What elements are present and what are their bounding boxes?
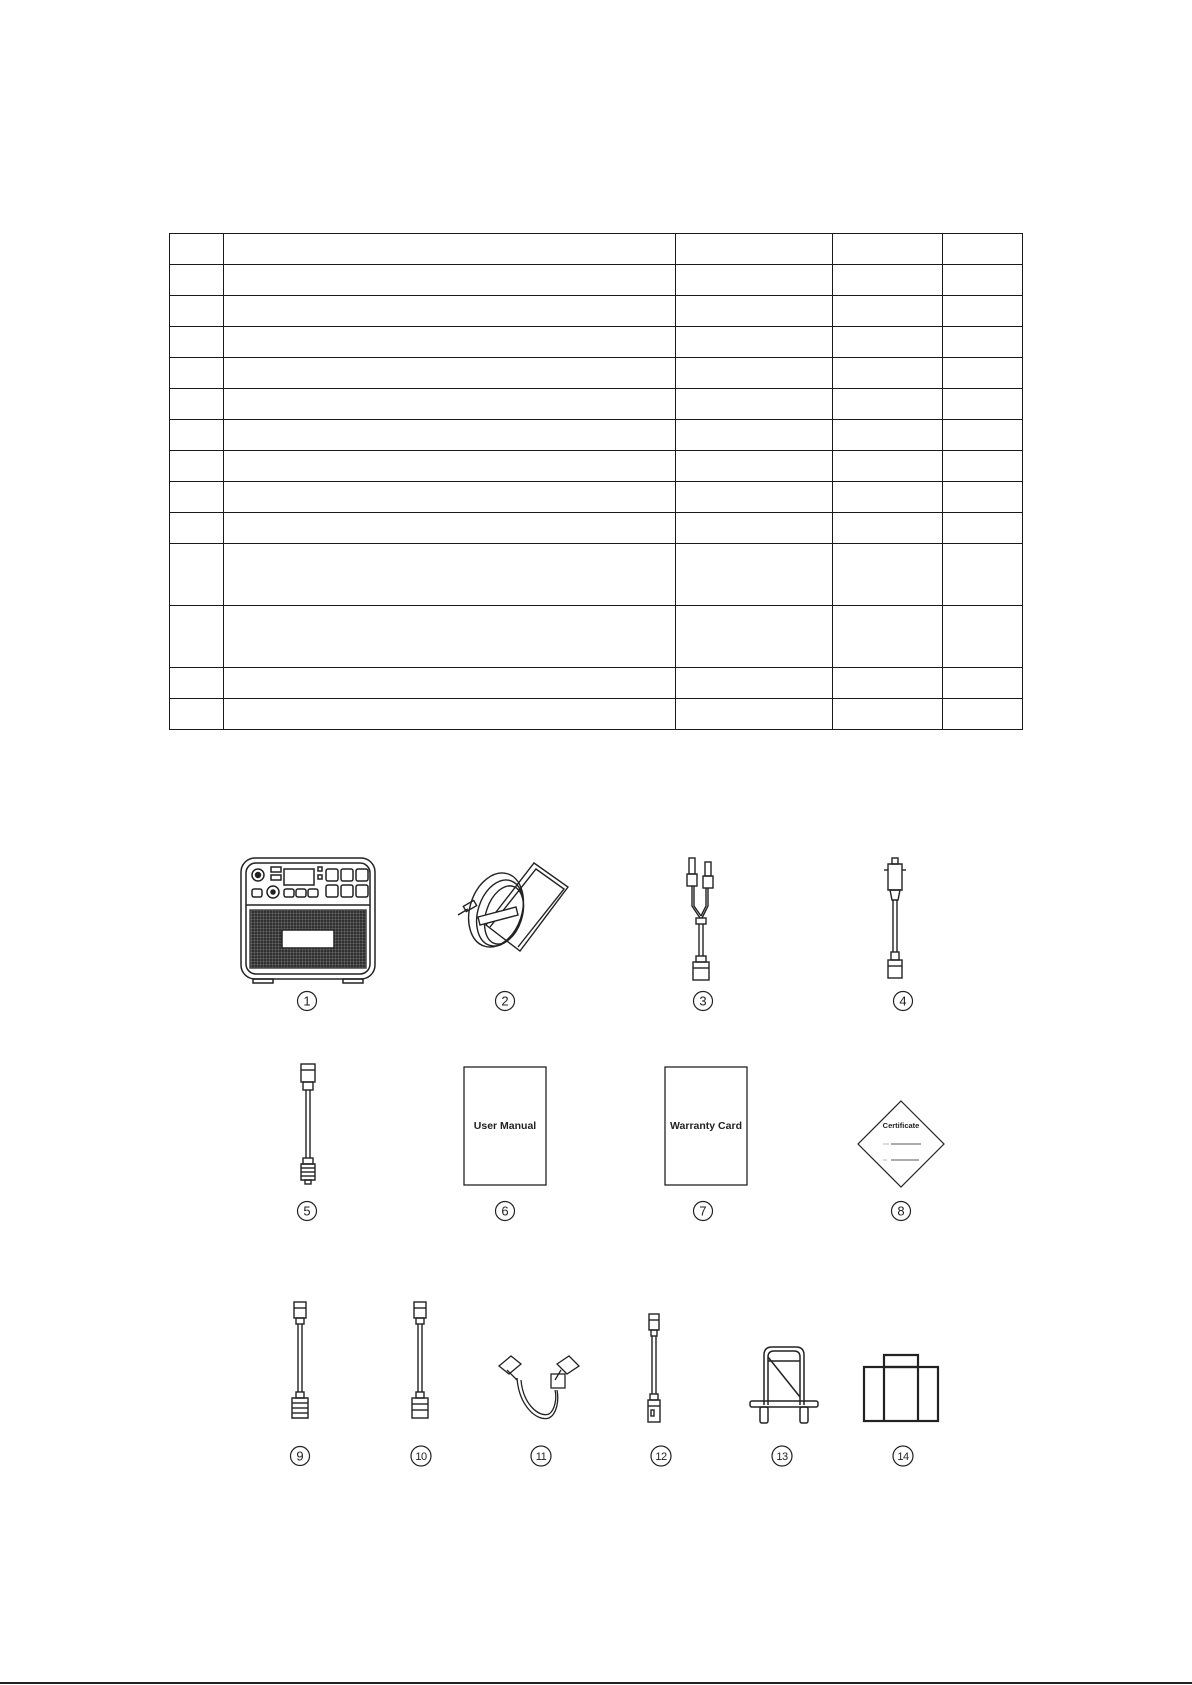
table-cell [224, 389, 676, 420]
table-row [170, 420, 1023, 451]
table-row [170, 451, 1023, 482]
table-cell [170, 327, 224, 358]
item-number-7 [692, 1200, 714, 1227]
warranty-card-illustration [664, 1066, 748, 1186]
table-cell [943, 296, 1023, 327]
table-cell [833, 389, 943, 420]
table-cell [224, 296, 676, 327]
table-cell [676, 327, 833, 358]
table-cell [943, 420, 1023, 451]
table-row [170, 606, 1023, 668]
table-cell [833, 234, 943, 265]
table-cell [676, 482, 833, 513]
table-cell [943, 606, 1023, 668]
table-row [170, 358, 1023, 389]
power-station-illustration [238, 855, 378, 985]
svg-text:2: 2 [501, 993, 509, 1009]
table-cell [943, 544, 1023, 606]
table-cell [170, 668, 224, 699]
table-cell [676, 265, 833, 296]
storage-bag-illustration [862, 1353, 942, 1423]
table-cell [224, 265, 676, 296]
table-row [170, 296, 1023, 327]
table-cell [224, 358, 676, 389]
table-cell [943, 451, 1023, 482]
table-cell [224, 606, 676, 668]
svg-text:11: 11 [535, 1451, 547, 1463]
item-number-6 [494, 1200, 516, 1227]
item-number-11 [529, 1445, 553, 1472]
table-cell [676, 544, 833, 606]
item-number-4 [892, 990, 914, 1017]
user-manual-illustration [463, 1066, 547, 1186]
table-cell [170, 606, 224, 668]
battery-clamp-cable-illustration [497, 1350, 583, 1426]
table-cell [833, 699, 943, 730]
item-number-1 [296, 990, 318, 1017]
certificate-label: Certificate [882, 1121, 920, 1130]
table-cell [676, 606, 833, 668]
table-cell [170, 699, 224, 730]
table-cell [943, 358, 1023, 389]
table-cell [676, 451, 833, 482]
table-cell [676, 420, 833, 451]
parts-table [169, 233, 1023, 730]
table-cell [943, 389, 1023, 420]
table-row [170, 668, 1023, 699]
svg-text:7: 7 [699, 1203, 707, 1219]
item-number-9 [289, 1445, 311, 1472]
item-number-3 [692, 990, 714, 1017]
table-cell [833, 513, 943, 544]
table-cell [943, 699, 1023, 730]
table-cell [833, 420, 943, 451]
table-cell [170, 234, 224, 265]
svg-text:6: 6 [501, 1203, 509, 1219]
parts-table-body [170, 234, 1023, 730]
table-cell [224, 544, 676, 606]
table-row [170, 327, 1023, 358]
table-row [170, 389, 1023, 420]
table-cell [170, 265, 224, 296]
table-cell [676, 668, 833, 699]
table-cell [224, 513, 676, 544]
table-cell [833, 327, 943, 358]
table-cell [676, 358, 833, 389]
table-cell [224, 327, 676, 358]
svg-text:12: 12 [655, 1451, 667, 1463]
table-row [170, 265, 1023, 296]
svg-text:8: 8 [897, 1203, 905, 1219]
table-cell [224, 699, 676, 730]
dc-cable-illustration [295, 1062, 321, 1187]
table-cell [170, 358, 224, 389]
svg-text:9: 9 [296, 1448, 304, 1464]
item-number-12 [649, 1445, 673, 1472]
table-cell [224, 451, 676, 482]
table-row [170, 699, 1023, 730]
ac-adapter-illustration [456, 855, 576, 985]
table-cell [224, 668, 676, 699]
table-row [170, 482, 1023, 513]
car-charging-cable-illustration [880, 856, 910, 986]
table-cell [676, 234, 833, 265]
table-cell [170, 482, 224, 513]
table-cell [170, 389, 224, 420]
item-number-8 [890, 1200, 912, 1227]
table-cell [943, 513, 1023, 544]
svg-text:4: 4 [899, 993, 907, 1009]
table-row [170, 544, 1023, 606]
table-cell [943, 234, 1023, 265]
table-cell [833, 358, 943, 389]
table-cell [170, 513, 224, 544]
table-cell [170, 296, 224, 327]
solar-y-cable-illustration [680, 856, 724, 986]
table-cell [833, 482, 943, 513]
table-cell [224, 420, 676, 451]
page-bottom-rule [0, 1682, 1192, 1684]
table-cell [170, 451, 224, 482]
table-cell [833, 451, 943, 482]
table-cell [676, 513, 833, 544]
trolley-stand-illustration [748, 1345, 820, 1427]
warranty-card-label: Warranty Card [670, 1120, 742, 1132]
item-number-10 [409, 1445, 433, 1472]
table-cell [676, 296, 833, 327]
svg-text:10: 10 [415, 1451, 427, 1463]
table-cell [943, 327, 1023, 358]
certificate-illustration [857, 1100, 945, 1188]
svg-text:1: 1 [303, 993, 311, 1009]
table-cell [224, 234, 676, 265]
table-cell [676, 389, 833, 420]
table-cell [170, 420, 224, 451]
item-number-13 [770, 1445, 794, 1472]
extension-cable-illustration [288, 1300, 312, 1425]
table-cell [676, 699, 833, 730]
user-manual-label: User Manual [473, 1120, 537, 1132]
table-cell [943, 265, 1023, 296]
table-cell [943, 482, 1023, 513]
table-cell [833, 668, 943, 699]
svg-text:14: 14 [897, 1451, 909, 1463]
item-number-14 [891, 1445, 915, 1472]
item-number-5 [296, 1200, 318, 1227]
svg-text:5: 5 [303, 1203, 311, 1219]
svg-text:3: 3 [699, 993, 707, 1009]
table-row [170, 234, 1023, 265]
connector-cable-illustration [408, 1300, 432, 1425]
item-number-2 [494, 990, 516, 1017]
table-cell [224, 482, 676, 513]
table-cell [833, 544, 943, 606]
table-cell [833, 296, 943, 327]
table-row [170, 513, 1023, 544]
adapter-cable-illustration [642, 1312, 666, 1437]
table-cell [943, 668, 1023, 699]
table-cell [833, 606, 943, 668]
table-cell [833, 265, 943, 296]
table-cell [170, 544, 224, 606]
svg-text:13: 13 [776, 1451, 788, 1463]
